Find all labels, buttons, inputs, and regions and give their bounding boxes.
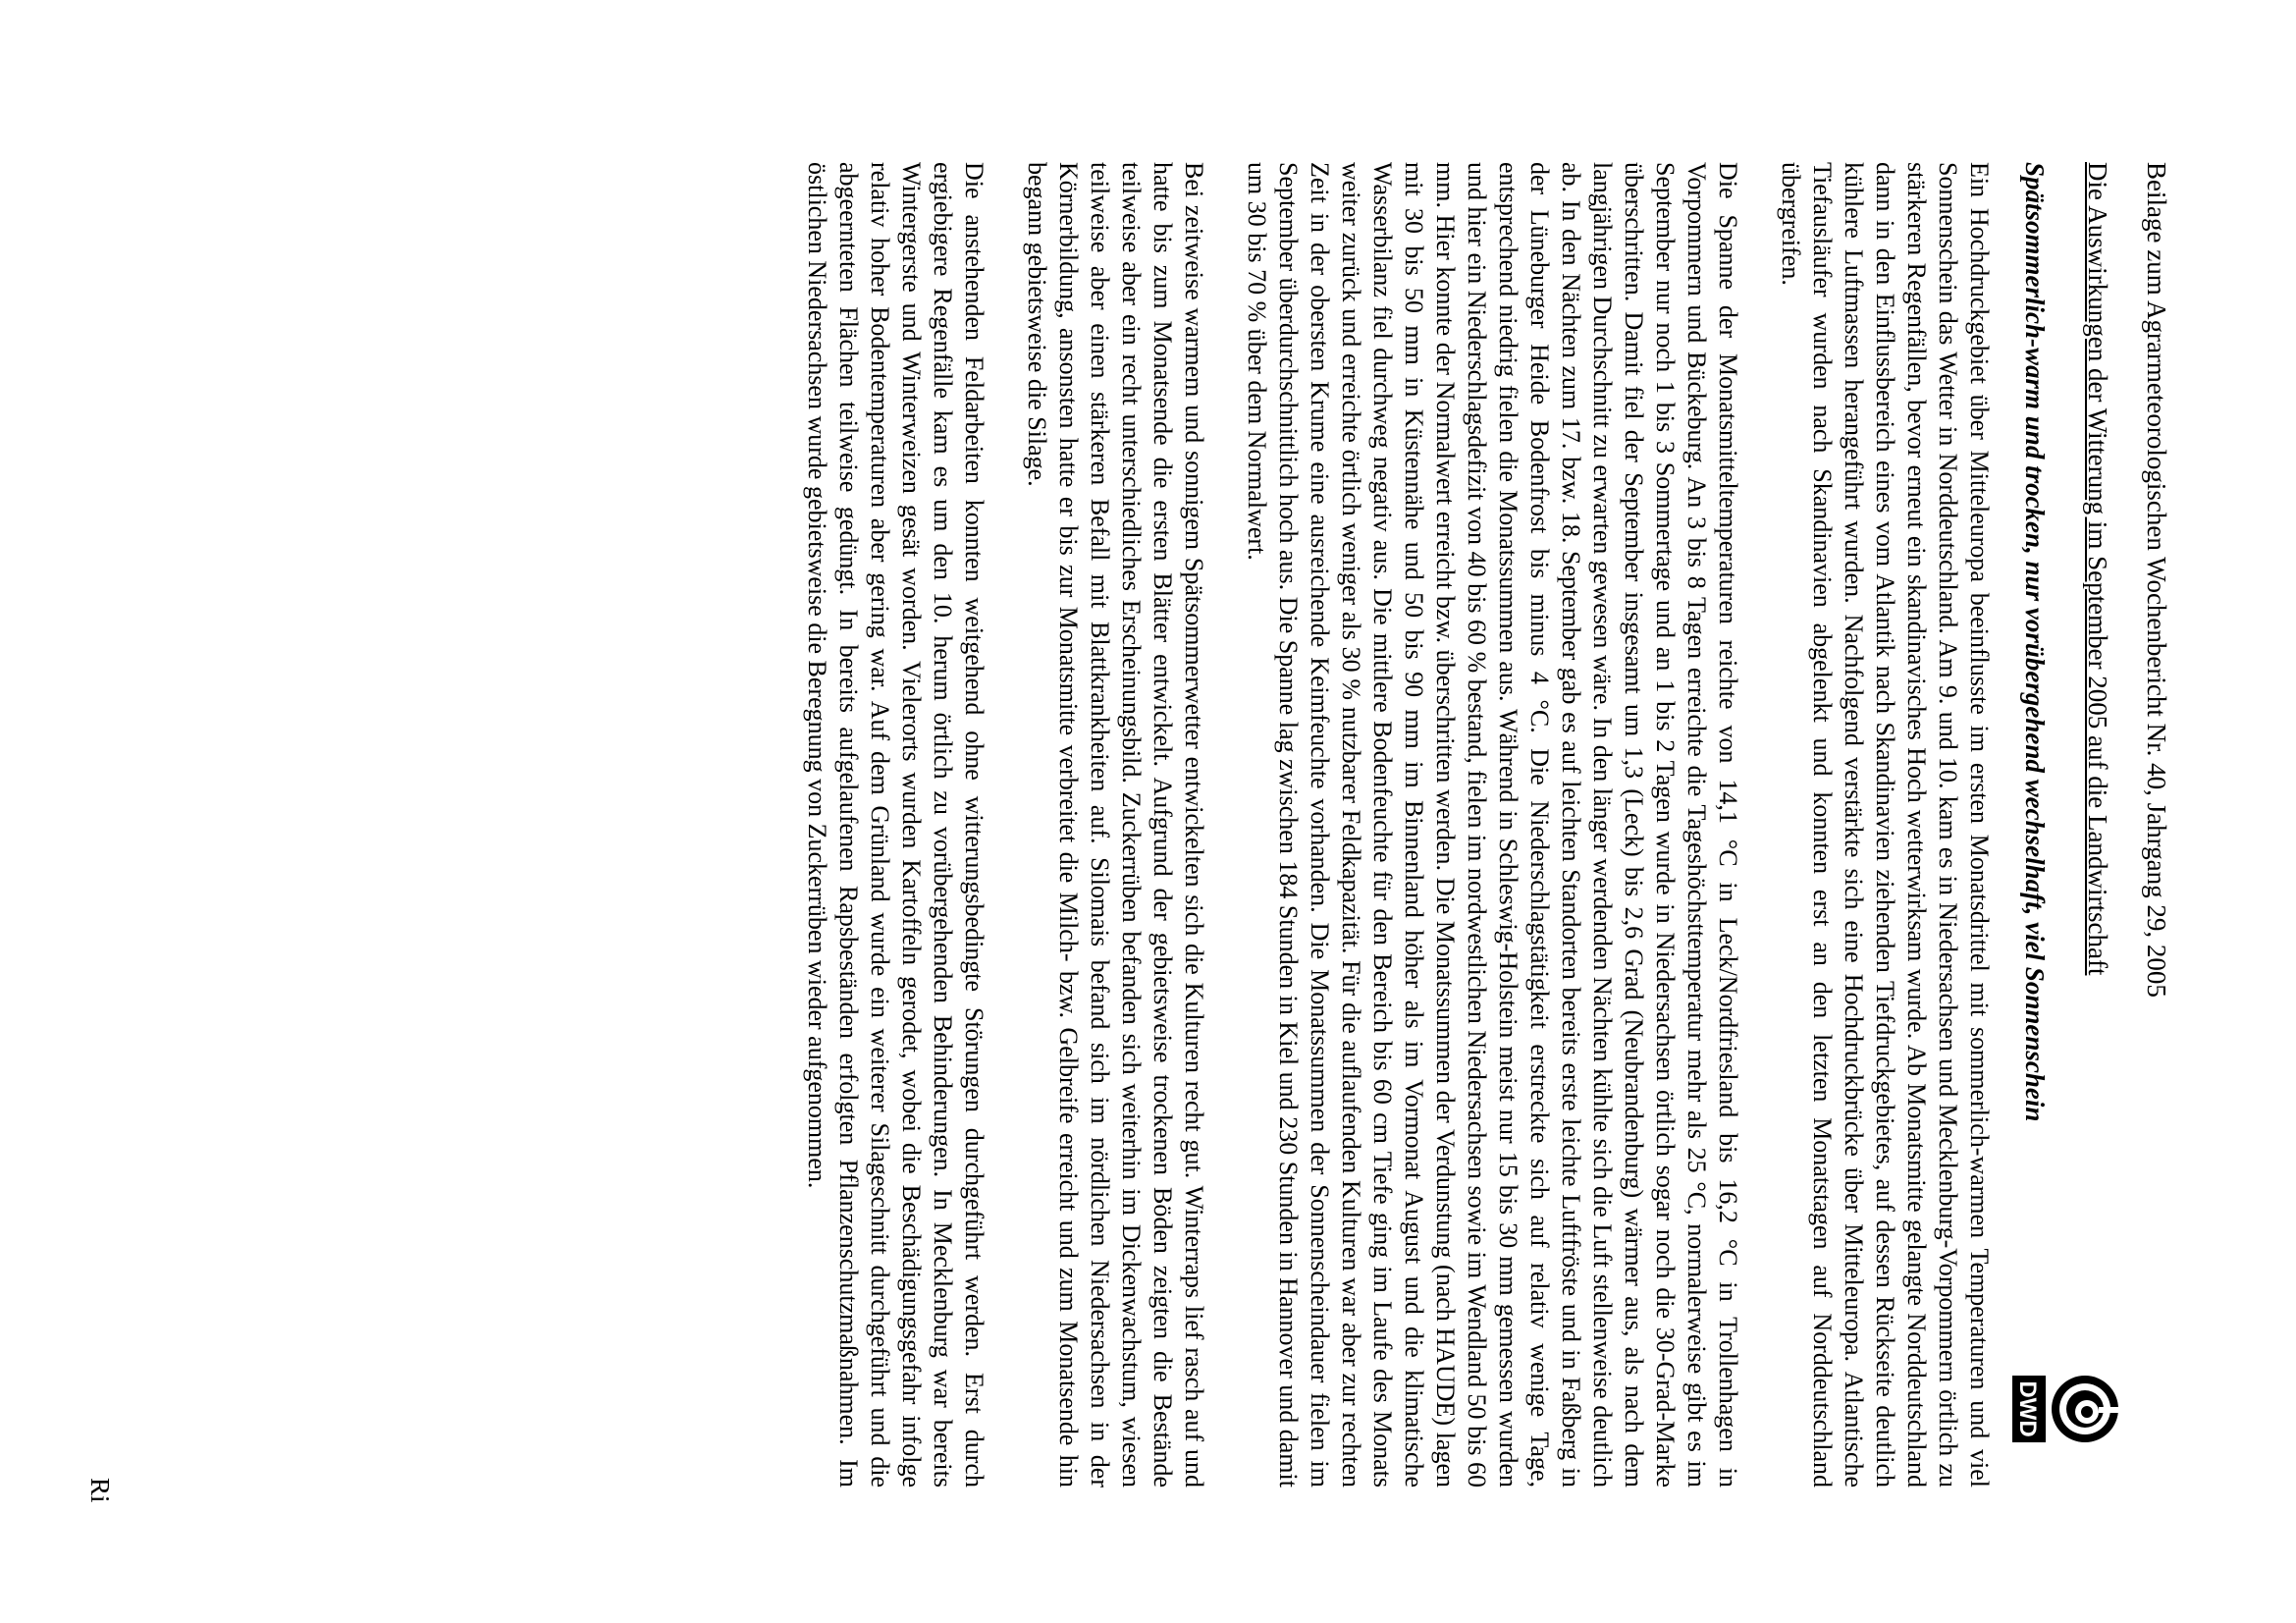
paragraph-fieldwork: Die anstehenden Feldarbeiten konnten weitgehend ohne witterungsbedingte Störungen durchgeführt werden. Erst durch ergiebigere Regenfälle kam es um den 10. herum örtlich zu vorübergehenden Behinderungen. In Mecklenburg war bereits Wintergerste und Winterweizen gesät worden. Vielerorts wurden Kartoffeln gerodet, wobei die Beschädigungsgefahr infolge relativ hoher Bodentemperaturen aber gering war. Auf dem Grünland wurde ein weiterer Silageschnitt durchgeführt und die abgeernteten Flächen teilweise gedüngt. In bereits aufgelaufenen Rapsbeständen erfolgten Pflanzenschutzmaßnahmen. Im östlichen Niedersachsen wurde gebietsweise die Beregnung von Zuckerrüben wieder aufgenommen. bbox=[803, 162, 988, 1488]
paragraph-temperatures: Die Spanne der Monatsmitteltemperaturen reichte von 14,1 °C in Leck/Nordfriesland bis 16,2 °C in Trollenhagen in Vorpommern und Bückeburg. An 3 bis 8 Tagen erreichte die Tageshöchsttemperatur mehr als 25 °C, normalerweise gibt es im September nur noch 1 bis 3 Sommertage und an 1 bis 2 Tagen wurde in Niedersachsen örtlich sogar noch die 30-Grad-Marke überschritten. Damit fiel der September insgesamt um 1,3 (Leck) bis 2,6 Grad (Neubrandenburg) wärmer aus, als nach dem langjährigen Durchschnitt zu erwarten gewesen wäre. In den länger werdenden Nächten kühlte sich die Luft stellenweise deutlich ab. In den Nächten zum 17. bzw. 18. September gab es auf leichten Standorten bereits erste leichte Luftfröste und in Faßberg in der Lüneburger Heide Bodenfrost bis minus 4 °C. Die Niederschlagstätigkeit erstreckte sich auf relativ wenige Tage, entsprechend niedrig fielen die Monatssummen aus. Während in Schleswig-Holstein meist nur 15 bis 30 mm gemessen wurden und hier ein Niederschlagsdefizit von 40 bis 60 % bestand, fielen im nordwestlichen Niedersachsen sowie im Wendland 50 bis 60 mm. Hier konnte der Normalwert erreicht bzw. überschritten werden. Die Monatssummen der Verdunstung (nach HAUDE) lagen mit 30 bis 50 mm in Küstennähe und 50 bis 90 mm im Binnenland höher als im Vormonat August und die klimatische Wasserbilanz fiel durchweg negativ aus. Die mittlere Bodenfeuchte für den Bereich bis 60 cm Tiefe ging im Laufe des Monats weiter zurück und erreichte örtlich weniger als 30 % nutzbarer Feldkapazität. Für die auflaufenden Kulturen war aber zur rechten Zeit in der obersten Krume eine ausreichende Keimfeuchte vorhanden. Die Monatssummen der Sonnenscheindauer fielen im September überdurchschnittlich hoch aus. Die Spanne lag zwischen 184 Stunden in Kiel und 230 Stunden in Hannover und damit um 30 bis 70 % über dem Normalwert. bbox=[1243, 162, 1742, 1488]
paragraph-weather: Ein Hochdruckgebiet über Mitteleuropa beeinflusste im ersten Monatsdrittel mit sommerlich-warmen Temperaturen und viel Sonnenschein das Wetter in Norddeutschland. Am 9. und 10. kam es in Niedersachsen und Mecklenburg-Vorpommern örtlich zu stärkeren Regenfällen, bevor erneut ein skandinavisches Hoch wetterwirksam wurde. Ab Monatsmitte gelangte Norddeutschland dann in den Einflussbereich eines vom Atlantik nach Skandinavien ziehenden Tiefdruckgebietes, auf dessen Rückseite deutlich kühlere Luftmassen herangeführt wurden. Nachfolgend verstärkte sich eine Hochdruckbrücke über Mitteleuropa. Atlantische Tiefausläufer wurden nach Skandinavien abgelenkt und konnten erst an den letzten Monatstagen auf Norddeutschland übergreifen. bbox=[1777, 162, 1994, 1488]
logo-text: DWD bbox=[2014, 1380, 2041, 1437]
article-title: Die Auswirkungen der Witterung im September 2005 auf die Landwirtschaft bbox=[2083, 162, 2112, 976]
paragraph-crops: Bei zeitweise warmem und sonnigem Spätsommerwetter entwickelten sich die Kulturen recht gut. Winterraps lief rasch auf und hatte bis zum Monatsende die ersten Blätter entwickelt. Aufgrund der gebietsweise trockenen Böden zeigten die Bestände teilweise aber ein recht unterschiedliches Erscheinungsbild. Zuckerrüben befanden sich weiterhin im Dickenwachstum, wiesen teilweise aber einen stärkeren Befall mit Blattkrankheiten auf. Silomais befand sich im nördlichen Niedersachsen in der Körnerbildung, ansonsten hatte er bis zur Monatsmitte verbreitet die Milch- bzw. Gelbreife erreicht und zum Monatsende hin begann gebietsweise die Silage. bbox=[1023, 162, 1208, 1488]
beilage-header: Beilage zum Agrarmeteorologischen Wochenbericht Nr. 40, Jahrgang 29, 2005 bbox=[2142, 162, 2171, 998]
article-subtitle: Spätsommerlich-warm und trocken, nur vorübergehend wechselhaft, viel Sonnenschein bbox=[2020, 162, 2050, 1122]
text-column bbox=[770, 162, 2173, 1488]
author-signature: Ri bbox=[85, 1478, 115, 1503]
